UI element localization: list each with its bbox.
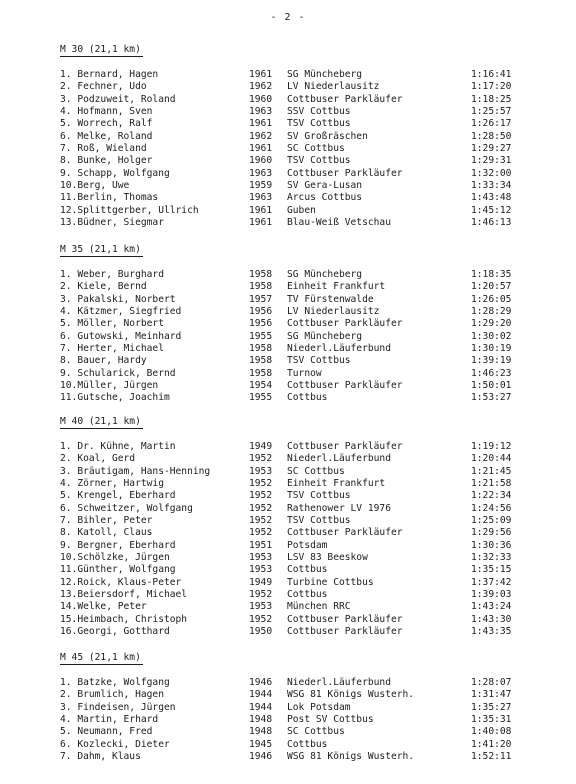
result-row xyxy=(60,677,560,689)
result-row xyxy=(60,751,560,763)
birth-year: 1960 xyxy=(249,93,273,105)
athlete-name: 1. Dr. Kühne, Martin xyxy=(60,441,176,452)
finish-time: 1:30:19 xyxy=(471,343,512,355)
birth-year: 1948 xyxy=(249,726,273,738)
club-name: Cottbus xyxy=(287,392,328,404)
birth-year: 1948 xyxy=(249,714,273,726)
birth-year: 1952 xyxy=(249,515,273,527)
club-name: Cottbuser Parkläufer xyxy=(287,93,403,105)
result-row xyxy=(60,702,560,714)
athlete-name: 13.Büdner, Siegmar xyxy=(60,217,164,229)
birth-year: 1958 xyxy=(249,269,273,280)
finish-time: 1:35:15 xyxy=(471,564,512,576)
athlete-name: 9. Bergner, Eberhard xyxy=(60,539,176,551)
result-row xyxy=(60,118,560,130)
finish-time: 1:32:00 xyxy=(471,167,512,179)
result-row xyxy=(60,453,560,465)
birth-year: 1953 xyxy=(249,552,273,564)
athlete-name: 6. Melke, Roland xyxy=(60,130,153,142)
athlete-name: 8. Katoll, Claus xyxy=(60,527,153,539)
finish-time: 1:20:44 xyxy=(471,453,512,465)
result-row xyxy=(60,466,560,478)
result-row xyxy=(60,69,560,81)
athlete-name: 4. Kätzmer, Siegfried xyxy=(60,306,182,318)
athlete-name: 6. Schweitzer, Wolfgang xyxy=(60,502,193,514)
athlete-name: 16.Georgi, Gotthard xyxy=(60,626,170,638)
club-name: SC Cottbus xyxy=(287,726,345,738)
result-row xyxy=(60,131,560,143)
finish-time: 1:16:41 xyxy=(471,69,512,80)
club-name: LSV 83 Beeskow xyxy=(287,552,368,564)
finish-time: 1:28:07 xyxy=(471,677,512,688)
club-name: Potsdam xyxy=(287,539,328,551)
club-name: Cottbus xyxy=(287,738,328,750)
club-name: Lok Potsdam xyxy=(287,701,351,713)
result-row xyxy=(60,168,560,180)
club-name: Post SV Cottbus xyxy=(287,714,374,726)
club-name: Cottbuser Parkläufer xyxy=(287,167,403,179)
result-row xyxy=(60,143,560,155)
finish-time: 1:29:56 xyxy=(471,527,512,539)
athlete-name: 8. Bunke, Holger xyxy=(60,155,153,167)
result-row xyxy=(60,368,560,380)
athlete-name: 1. Bernard, Hagen xyxy=(60,69,159,80)
athlete-name: 2. Brumlich, Hagen xyxy=(60,689,164,701)
birth-year: 1961 xyxy=(249,69,273,80)
club-name: München RRC xyxy=(287,601,351,613)
finish-time: 1:29:31 xyxy=(471,155,512,167)
athlete-name: 9. Schularick, Bernd xyxy=(60,367,176,379)
finish-time: 1:43:24 xyxy=(471,601,512,613)
athlete-name: 12.Roick, Klaus-Peter xyxy=(60,576,182,588)
birth-year: 1952 xyxy=(249,490,273,502)
club-name: TSV Cottbus xyxy=(287,490,351,502)
finish-time: 1:17:20 xyxy=(471,81,512,93)
result-row xyxy=(60,714,560,726)
birth-year: 1955 xyxy=(249,392,273,404)
birth-year: 1946 xyxy=(249,677,273,688)
result-row xyxy=(60,626,560,638)
result-row xyxy=(60,294,560,306)
finish-time: 1:29:27 xyxy=(471,143,512,155)
athlete-name: 5. Worrech, Ralf xyxy=(60,118,153,130)
finish-time: 1:18:25 xyxy=(471,93,512,105)
birth-year: 1961 xyxy=(249,143,273,155)
result-row xyxy=(60,155,560,167)
finish-time: 1:29:20 xyxy=(471,318,512,330)
result-row xyxy=(60,106,560,118)
birth-year: 1944 xyxy=(249,701,273,713)
athlete-name: 11.Gutsche, Joachim xyxy=(60,392,170,404)
result-row xyxy=(60,217,560,229)
athlete-name: 6. Gutowski, Meinhard xyxy=(60,330,182,342)
athlete-name: 3. Findeisen, Jürgen xyxy=(60,701,176,713)
club-name: Cottbus xyxy=(287,589,328,601)
club-name: Arcus Cottbus xyxy=(287,192,363,204)
results-section-m45 xyxy=(60,652,560,763)
birth-year: 1957 xyxy=(249,293,273,305)
finish-time: 1:30:02 xyxy=(471,330,512,342)
club-name: Turnow xyxy=(287,367,322,379)
result-row xyxy=(60,441,560,453)
finish-time: 1:41:20 xyxy=(471,738,512,750)
club-name: SG Müncheberg xyxy=(287,69,363,80)
athlete-name: 5. Neumann, Fred xyxy=(60,726,153,738)
club-name: Guben xyxy=(287,204,316,216)
club-name: Niederl.Läuferbund xyxy=(287,343,391,355)
result-row xyxy=(60,552,560,564)
birth-year: 1952 xyxy=(249,527,273,539)
athlete-name: 15.Heimbach, Christoph xyxy=(60,613,188,625)
club-name: Niederl.Läuferbund xyxy=(287,453,391,465)
result-row xyxy=(60,739,560,751)
finish-time: 1:18:35 xyxy=(471,269,512,280)
section-title: M 30 (21,1 km) xyxy=(60,44,141,55)
page-number: - 2 - xyxy=(270,12,306,23)
result-row xyxy=(60,205,560,217)
birth-year: 1963 xyxy=(249,192,273,204)
athlete-name: 1. Weber, Burghard xyxy=(60,269,164,280)
birth-year: 1951 xyxy=(249,539,273,551)
finish-time: 1:40:08 xyxy=(471,726,512,738)
club-name: SSV Cottbus xyxy=(287,106,351,118)
athlete-name: 14.Welke, Peter xyxy=(60,601,147,613)
club-name: Niederl.Läuferbund xyxy=(287,677,391,688)
section-title: M 35 (21,1 km) xyxy=(60,244,141,255)
results-section-m40 xyxy=(60,416,560,639)
birth-year: 1952 xyxy=(249,589,273,601)
finish-time: 1:50:01 xyxy=(471,380,512,392)
club-name: WSG 81 Königs Wusterh. xyxy=(287,751,415,763)
finish-time: 1:39:19 xyxy=(471,355,512,367)
birth-year: 1952 xyxy=(249,613,273,625)
birth-year: 1958 xyxy=(249,355,273,367)
finish-time: 1:35:31 xyxy=(471,714,512,726)
athlete-name: 2. Koal, Gerd xyxy=(60,453,136,465)
athlete-name: 3. Pakalski, Norbert xyxy=(60,293,176,305)
finish-time: 1:28:50 xyxy=(471,130,512,142)
club-name: Cottbuser Parkläufer xyxy=(287,318,403,330)
result-row xyxy=(60,503,560,515)
birth-year: 1960 xyxy=(249,155,273,167)
result-row xyxy=(60,577,560,589)
result-row xyxy=(60,355,560,367)
finish-time: 1:46:13 xyxy=(471,217,512,229)
finish-time: 1:45:12 xyxy=(471,204,512,216)
athlete-name: 6. Kozlecki, Dieter xyxy=(60,738,170,750)
birth-year: 1959 xyxy=(249,180,273,192)
athlete-name: 2. Fechner, Udo xyxy=(60,81,147,93)
birth-year: 1955 xyxy=(249,330,273,342)
birth-year: 1961 xyxy=(249,217,273,229)
birth-year: 1961 xyxy=(249,204,273,216)
athlete-name: 11.Berlin, Thomas xyxy=(60,192,159,204)
club-name: Einheit Frankfurt xyxy=(287,281,386,293)
finish-time: 1:19:12 xyxy=(471,441,512,452)
club-name: Cottbuser Parkläufer xyxy=(287,527,403,539)
result-row xyxy=(60,478,560,490)
birth-year: 1945 xyxy=(249,738,273,750)
finish-time: 1:25:09 xyxy=(471,515,512,527)
athlete-name: 3. Podzuweit, Roland xyxy=(60,93,176,105)
result-row xyxy=(60,392,560,404)
club-name: Turbine Cottbus xyxy=(287,576,374,588)
athlete-name: 2. Kiele, Bernd xyxy=(60,281,147,293)
athlete-name: 5. Krengel, Eberhard xyxy=(60,490,176,502)
finish-time: 1:43:35 xyxy=(471,626,512,638)
finish-time: 1:35:27 xyxy=(471,701,512,713)
birth-year: 1952 xyxy=(249,478,273,490)
finish-time: 1:53:27 xyxy=(471,392,512,404)
club-name: SC Cottbus xyxy=(287,143,345,155)
club-name: WSG 81 Königs Wusterh. xyxy=(287,689,415,701)
athlete-name: 5. Möller, Norbert xyxy=(60,318,164,330)
club-name: Rathenower LV 1976 xyxy=(287,502,391,514)
birth-year: 1946 xyxy=(249,751,273,763)
birth-year: 1944 xyxy=(249,689,273,701)
finish-time: 1:24:56 xyxy=(471,502,512,514)
finish-time: 1:20:57 xyxy=(471,281,512,293)
result-row xyxy=(60,318,560,330)
birth-year: 1958 xyxy=(249,343,273,355)
athlete-name: 7. Bihler, Peter xyxy=(60,515,153,527)
result-row xyxy=(60,331,560,343)
athlete-name: 7. Herter, Michael xyxy=(60,343,164,355)
finish-time: 1:30:36 xyxy=(471,539,512,551)
finish-time: 1:33:34 xyxy=(471,180,512,192)
athlete-name: 4. Zörner, Hartwig xyxy=(60,478,164,490)
result-row xyxy=(60,81,560,93)
club-name: TSV Cottbus xyxy=(287,118,351,130)
club-name: TSV Cottbus xyxy=(287,355,351,367)
club-name: SV Gera-Lusan xyxy=(287,180,363,192)
club-name: SG Müncheberg xyxy=(287,269,363,280)
finish-time: 1:52:11 xyxy=(471,751,512,763)
section-title: M 45 (21,1 km) xyxy=(60,652,141,663)
birth-year: 1956 xyxy=(249,306,273,318)
birth-year: 1950 xyxy=(249,626,273,638)
result-row xyxy=(60,281,560,293)
result-row xyxy=(60,180,560,192)
athlete-name: 7. Roß, Wieland xyxy=(60,143,147,155)
club-name: Cottbuser Parkläufer xyxy=(287,441,403,452)
athlete-name: 7. Dahm, Klaus xyxy=(60,751,141,763)
result-row xyxy=(60,380,560,392)
result-row xyxy=(60,689,560,701)
club-name: Blau-Weiß Vetschau xyxy=(287,217,391,229)
birth-year: 1962 xyxy=(249,81,273,93)
club-name: Cottbuser Parkläufer xyxy=(287,613,403,625)
athlete-name: 10.Schölzke, Jürgen xyxy=(60,552,170,564)
athlete-name: 12.Splittgerber, Ullrich xyxy=(60,204,199,216)
club-name: Cottbuser Parkläufer xyxy=(287,380,403,392)
finish-time: 1:32:33 xyxy=(471,552,512,564)
club-name: Cottbus xyxy=(287,564,328,576)
birth-year: 1958 xyxy=(249,367,273,379)
finish-time: 1:21:45 xyxy=(471,465,512,477)
birth-year: 1953 xyxy=(249,465,273,477)
finish-time: 1:43:30 xyxy=(471,613,512,625)
club-name: SG Müncheberg xyxy=(287,330,363,342)
result-row xyxy=(60,527,560,539)
finish-time: 1:31:47 xyxy=(471,689,512,701)
athlete-name: 13.Beiersdorf, Michael xyxy=(60,589,188,601)
result-row xyxy=(60,540,560,552)
club-name: LV Niederlausitz xyxy=(287,306,380,318)
club-name: SC Cottbus xyxy=(287,465,345,477)
finish-time: 1:25:57 xyxy=(471,106,512,118)
finish-time: 1:28:29 xyxy=(471,306,512,318)
finish-time: 1:22:34 xyxy=(471,490,512,502)
finish-time: 1:37:42 xyxy=(471,576,512,588)
birth-year: 1949 xyxy=(249,576,273,588)
club-name: SV Großräschen xyxy=(287,130,368,142)
result-row xyxy=(60,306,560,318)
athlete-name: 3. Bräutigam, Hans-Henning xyxy=(60,465,211,477)
finish-time: 1:26:05 xyxy=(471,293,512,305)
finish-time: 1:46:23 xyxy=(471,367,512,379)
birth-year: 1953 xyxy=(249,564,273,576)
birth-year: 1963 xyxy=(249,106,273,118)
club-name: TSV Cottbus xyxy=(287,515,351,527)
athlete-name: 10.Berg, Uwe xyxy=(60,180,130,192)
result-row xyxy=(60,614,560,626)
finish-time: 1:39:03 xyxy=(471,589,512,601)
results-section-m35 xyxy=(60,244,560,405)
birth-year: 1953 xyxy=(249,601,273,613)
birth-year: 1954 xyxy=(249,380,273,392)
athlete-name: 4. Hofmann, Sven xyxy=(60,106,153,118)
result-row xyxy=(60,589,560,601)
birth-year: 1962 xyxy=(249,130,273,142)
section-title: M 40 (21,1 km) xyxy=(60,416,141,427)
result-row xyxy=(60,490,560,502)
result-row xyxy=(60,726,560,738)
birth-year: 1949 xyxy=(249,441,273,452)
finish-time: 1:43:48 xyxy=(471,192,512,204)
club-name: TV Fürstenwalde xyxy=(287,293,374,305)
birth-year: 1963 xyxy=(249,167,273,179)
result-row xyxy=(60,343,560,355)
result-row xyxy=(60,269,560,281)
athlete-name: 4. Martin, Erhard xyxy=(60,714,159,726)
birth-year: 1956 xyxy=(249,318,273,330)
finish-time: 1:26:17 xyxy=(471,118,512,130)
birth-year: 1952 xyxy=(249,453,273,465)
athlete-name: 11.Günther, Wolfgang xyxy=(60,564,176,576)
result-row xyxy=(60,564,560,576)
club-name: Einheit Frankfurt xyxy=(287,478,386,490)
result-row xyxy=(60,515,560,527)
athlete-name: 8. Bauer, Hardy xyxy=(60,355,147,367)
club-name: LV Niederlausitz xyxy=(287,81,380,93)
athlete-name: 1. Batzke, Wolfgang xyxy=(60,677,170,688)
athlete-name: 9. Schapp, Wolfgang xyxy=(60,167,170,179)
birth-year: 1952 xyxy=(249,502,273,514)
finish-time: 1:21:58 xyxy=(471,478,512,490)
athlete-name: 10.Müller, Jürgen xyxy=(60,380,159,392)
result-row xyxy=(60,94,560,106)
result-row xyxy=(60,601,560,613)
birth-year: 1961 xyxy=(249,118,273,130)
results-section-m30 xyxy=(60,44,560,229)
birth-year: 1958 xyxy=(249,281,273,293)
club-name: TSV Cottbus xyxy=(287,155,351,167)
club-name: Cottbuser Parkläufer xyxy=(287,626,403,638)
result-row xyxy=(60,192,560,204)
